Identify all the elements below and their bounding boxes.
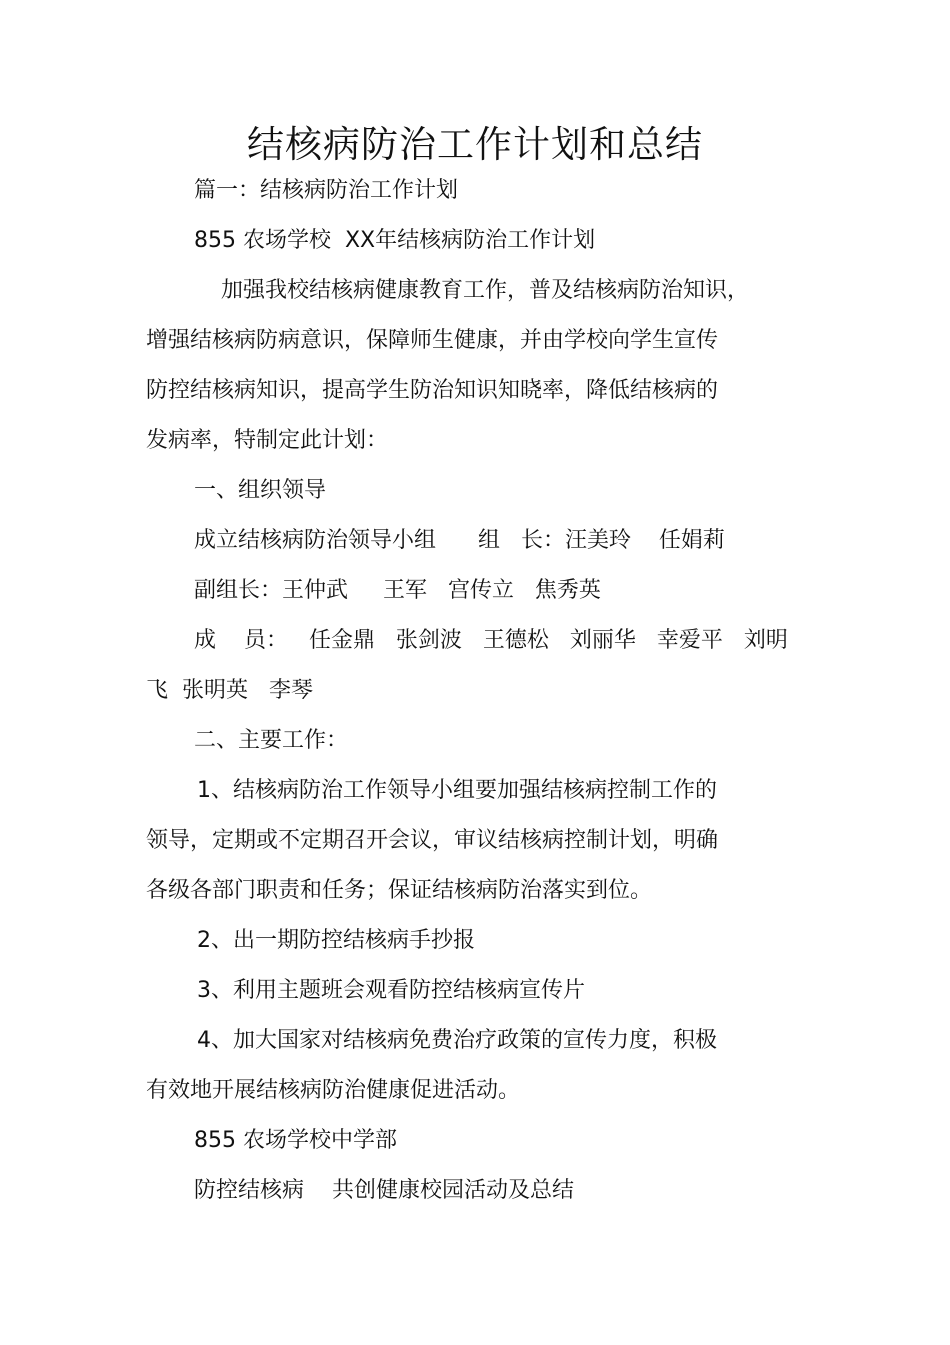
section-heading-organization: 一、组织领导 (194, 478, 327, 503)
paragraph-line: 防控结核病知识，提高学生防治知识知晓率，降低结核病的 (146, 378, 719, 403)
work-item-3: 3、利用主题班会观看防控结核病宣传片 (197, 978, 585, 1003)
work-item-1-continued: 各级各部门职责和任务；保证结核病防治落实到位。 (146, 878, 653, 903)
deputy-leaders-line: 副组长：王仲武 王军 宫传立 焦秀英 (194, 578, 601, 603)
document-title: 结核病防治工作计划和总结 (247, 123, 703, 166)
section-heading-part-one: 篇一：结核病防治工作计划 (194, 178, 459, 203)
signature-line: 855 农场学校中学部 (194, 1128, 397, 1153)
work-item-2: 2、出一期防控结核病手抄报 (197, 928, 475, 953)
paragraph-line: 发病率，特制定此计划： (146, 428, 389, 453)
section-heading-main-work: 二、主要工作： (194, 728, 349, 753)
work-item-1-continued: 领导，定期或不定期召开会议，审议结核病控制计划，明确 (146, 828, 719, 853)
work-item-4: 4、加大国家对结核病免费治疗政策的宣传力度，积极 (197, 1028, 717, 1053)
leadership-group-line: 成立结核病防治领导小组 组 长：汪美玲 任娟莉 (194, 528, 725, 553)
paragraph-line: 加强我校结核病健康教育工作，普及结核病防治知识， (221, 278, 750, 303)
members-line: 成 员： 任金鼎 张剑波 王德松 刘丽华 幸爱平 刘明 (194, 628, 788, 653)
paragraph-line: 增强结核病防病意识，保障师生健康，并由学校向学生宣传 (146, 328, 719, 353)
work-item-1: 1、结核病防治工作领导小组要加强结核病控制工作的 (197, 778, 717, 803)
summary-heading: 防控结核病 共创健康校园活动及总结 (194, 1178, 574, 1203)
plan-heading: 855 农场学校 XX年结核病防治工作计划 (194, 228, 596, 253)
work-item-4-continued: 有效地开展结核病防治健康促进活动。 (146, 1078, 521, 1103)
members-line-continued: 飞 张明英 李琴 (146, 678, 313, 703)
